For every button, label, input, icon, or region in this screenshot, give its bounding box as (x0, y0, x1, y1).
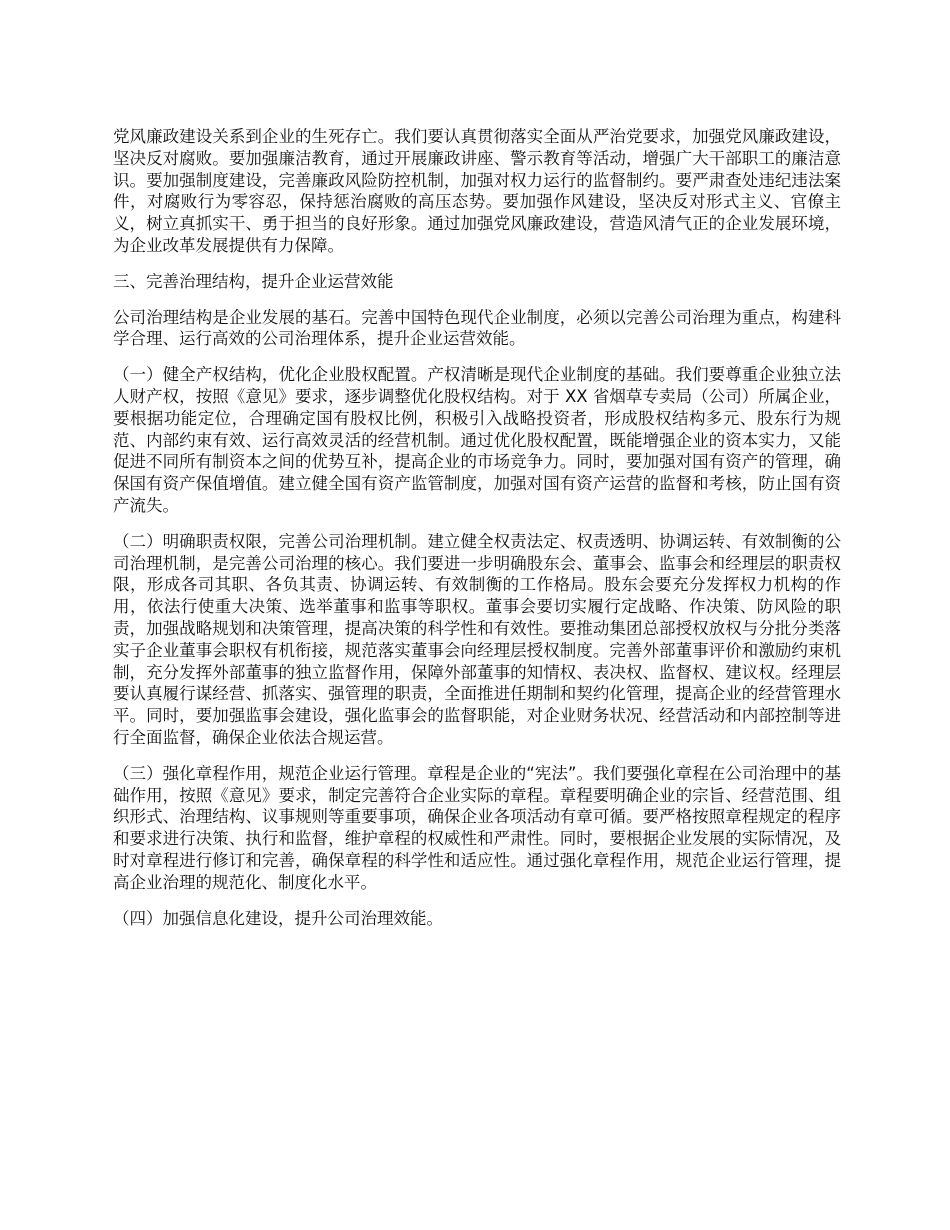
paragraph-integrity: 党风廉政建设关系到企业的生死存亡。我们要认真贯彻落实全面从严治党要求，加强党风廉政建设，坚决反对腐败。要加强廉洁教育，通过开展廉政讲座、警示教育等活动，增强广大干部职工的廉洁意识。要加强制度建设，完善廉政风险防控机制，加强对权力运行的监督制约。要严肃查处违纪违法案件，对腐败行为零容忍，保持惩治腐败的高压态势。要加强作风建设，坚决反对形式主义、官僚主义，树立真抓实干、勇于担当的良好形象。通过加强党风廉政建设，营造风清气正的企业发展环境，为企业改革发展提供有力保障。 (113, 127, 841, 255)
paragraph-charter: （三）强化章程作用，规范企业运行管理。章程是企业的“宪法”。我们要强化章程在公司治理中的基础作用，按照《意见》要求，制定完善符合企业实际的章程。章程要明确企业的宗旨、经营范围、组织形式、治理结构、议事规则等重要事项，确保企业各项活动有章可循。要严格按照章程规定的程序和要求进行决策、执行和监督，维护章程的权威性和严肃性。同时，要根据企业发展的实际情况，及时对章程进行修订和完善，确保章程的科学性和适应性。通过强化章程作用，规范企业运行管理，提高企业治理的规范化、制度化水平。 (113, 763, 841, 892)
document-page (113, 126, 841, 943)
paragraph-informatization: （四）加强信息化建设，提升公司治理效能。 (113, 908, 443, 928)
section-heading-governance: 三、完善治理结构，提升企业运营效能 (113, 271, 394, 291)
paragraph-responsibilities: （二）明确职责权限，完善公司治理机制。建立健全权责法定、权责透明、协调运转、有效制衡的公司治理机制，是完善公司治理的核心。我们要进一步明确股东会、董事会、监事会和经理层的职责权限，形成各司其职、各负其责、协调运转、有效制衡的工作格局。股东会要充分发挥权力机构的作用，依法行使重大决策、选举董事和监事等职权。董事会要切实履行定战略、作决策、防风险的职责，加强战略规划和决策管理，提高决策的科学性和有效性。要推动集团总部授权放权与分批分类落实子企业董事会职权有机衔接，规范落实董事会向经理层授权制度。完善外部董事评价和激励约束机制，充分发挥外部董事的独立监督作用，保障外部董事的知情权、表决权、监督权、建议权。经理层要认真履行谋经营、抓落实、强管理的职责，全面推进任期制和契约化管理，提高企业的经营管理水平。同时，要加强监事会建设，强化监事会的监督职能，对企业财务状况、经营活动和内部控制等进行全面监督，确保企业依法合规运营。 (113, 531, 841, 747)
paragraph-governance-intro: 公司治理结构是企业发展的基石。完善中国特色现代企业制度，必须以完善公司治理为重点，构建科学合理、运行高效的公司治理体系，提升企业运营效能。 (113, 307, 841, 349)
paragraph-property-structure: （一）健全产权结构，优化企业股权配置。产权清晰是现代企业制度的基础。我们要尊重企业独立法人财产权，按照《意见》要求，逐步调整优化股权结构。对于 XX 省烟草专卖局（公司）所属企业，要根据功能定位，合理确定国有股权比例，积极引入战略投资者，形成股权结构多元、股东行为规范、内部约束有效、运行高效灵活的经营机制。通过优化股权配置，既能增强企业的资本实力，又能促进不同所有制资本之间的优势互补，提高企业的市场竞争力。同时，要加强对国有资产的管理，确保国有资产保值增值。建立健全国有资产监管制度，加强对国有资产运营的监督和考核，防止国有资产流失。 (113, 365, 841, 515)
